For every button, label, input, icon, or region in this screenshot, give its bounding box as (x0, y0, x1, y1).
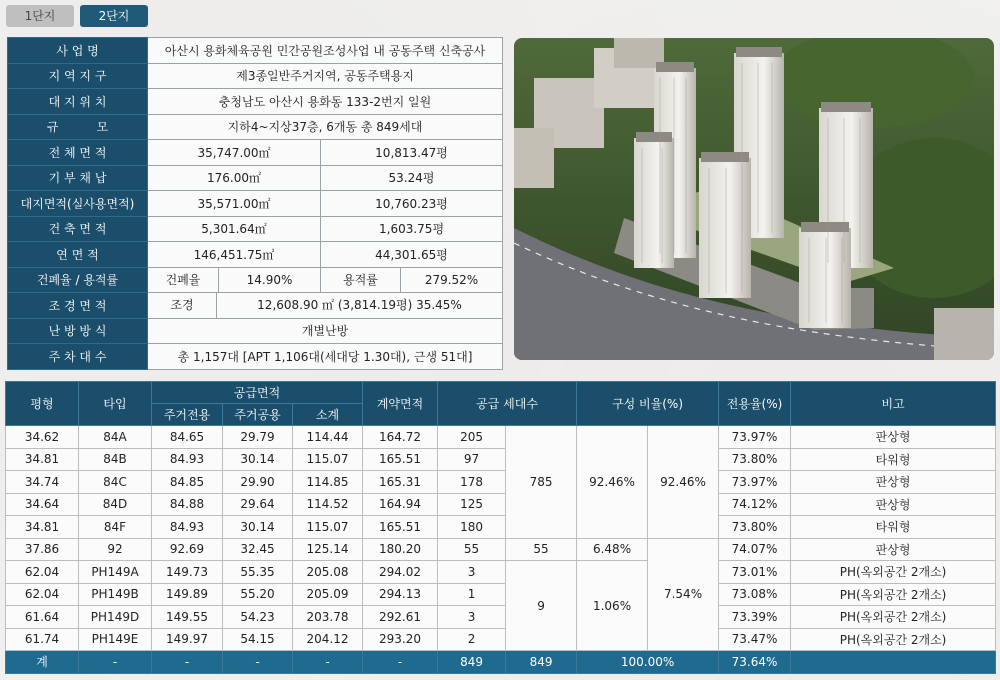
cell-common: 29.79 (223, 426, 293, 449)
total-label: 계 (6, 651, 79, 674)
floor-label: 연 면 적 (8, 242, 148, 268)
cell-common: 29.64 (223, 493, 293, 516)
complex-tabs (6, 5, 148, 27)
cell-note: PH(옥외공간 2개소) (791, 583, 996, 606)
cell-common: 32.45 (223, 538, 293, 561)
cell-pyeong: 34.64 (6, 493, 79, 516)
cell-households: 3 (438, 606, 506, 629)
info-row-ratio (8, 267, 503, 293)
site-label: 대 지 위 치 (8, 89, 148, 115)
cell-contract: 292.61 (363, 606, 438, 629)
cell-exclusive-rate: 73.39% (719, 606, 791, 629)
cell-residential: 92.69 (152, 538, 223, 561)
cell-residential: 84.88 (152, 493, 223, 516)
cell-contract: 294.02 (363, 561, 438, 584)
cell-common: 29.90 (223, 471, 293, 494)
project-label: 사 업 명 (8, 38, 148, 64)
info-row-donation (8, 165, 503, 191)
land-label: 대지면적(실사용면적) (8, 191, 148, 217)
far-label: 용적률 (321, 267, 401, 293)
cell-households: 2 (438, 628, 506, 651)
cell-pyeong: 62.04 (6, 561, 79, 584)
cell-group-84-ratio: 92.46% (577, 426, 648, 539)
total-row (6, 651, 996, 674)
cell-pyeong: 34.62 (6, 426, 79, 449)
cell-contract: 165.51 (363, 448, 438, 471)
cell-note: 판상형 (791, 493, 996, 516)
cell-note: PH(옥외공간 2개소) (791, 628, 996, 651)
total-count: 849 (506, 651, 577, 674)
scale-value: 지하4~지상37층, 6개동 총 849세대 (148, 114, 503, 140)
cell-contract: 164.94 (363, 493, 438, 516)
cell-note: 판상형 (791, 471, 996, 494)
cell-subtotal: 114.44 (293, 426, 363, 449)
building-py: 1,603.75평 (321, 216, 503, 242)
cell-households: 55 (438, 538, 506, 561)
tab-complex-2[interactable]: 2단지 (80, 5, 148, 27)
info-row-building (8, 216, 503, 242)
cell-pyeong: 61.74 (6, 628, 79, 651)
info-row-site (8, 89, 503, 115)
cell-subtotal: 125.14 (293, 538, 363, 561)
cell-type: PH149E (79, 628, 152, 651)
landscape-sub: 조경 (148, 293, 217, 318)
cell-type: PH149B (79, 583, 152, 606)
cell-note: 판상형 (791, 538, 996, 561)
cell-residential: 149.73 (152, 561, 223, 584)
total-area-label: 전 체 면 적 (8, 140, 148, 166)
cell-contract: 180.20 (363, 538, 438, 561)
table-row (6, 493, 996, 516)
cell-type: 92 (79, 538, 152, 561)
cell-exclusive-rate: 74.07% (719, 538, 791, 561)
cell-households: 125 (438, 493, 506, 516)
cell-common: 55.20 (223, 583, 293, 606)
cell-subtotal: 115.07 (293, 516, 363, 539)
parking-value: 총 1,157대 [APT 1,106대(세대당 1.30대), 근생 51대] (148, 344, 503, 370)
donation-m2: 176.00㎡ (148, 165, 321, 191)
landscape-label: 조 경 면 적 (8, 293, 148, 319)
cell-exclusive-rate: 73.80% (719, 448, 791, 471)
col-households: 공급 세대수 (438, 382, 577, 426)
total-area-m2: 35,747.00㎡ (148, 140, 321, 166)
cell-type: 84A (79, 426, 152, 449)
cell-exclusive-rate: 73.97% (719, 426, 791, 449)
heating-value: 개별난방 (148, 318, 503, 344)
bcr-cell (148, 267, 321, 293)
cell-residential: 149.89 (152, 583, 223, 606)
cell-type: PH149D (79, 606, 152, 629)
floor-m2: 146,451.75㎡ (148, 242, 321, 268)
building-label: 건 축 면 적 (8, 216, 148, 242)
cell-type: PH149A (79, 561, 152, 584)
cell-pyeong: 62.04 (6, 583, 79, 606)
landscape-cell (148, 293, 503, 319)
heating-label: 난 방 방 식 (8, 318, 148, 344)
cell-residential: 149.55 (152, 606, 223, 629)
total-ratio: 100.00% (577, 651, 719, 674)
info-row-land (8, 191, 503, 217)
cell-exclusive-rate: 74.12% (719, 493, 791, 516)
cell-pyeong: 34.81 (6, 448, 79, 471)
col-common: 주거공용 (223, 404, 293, 426)
info-row-zone (8, 63, 503, 89)
cell-common: 54.15 (223, 628, 293, 651)
cell-common: 30.14 (223, 448, 293, 471)
cell-subtotal: 205.09 (293, 583, 363, 606)
table-row (6, 516, 996, 539)
cell-common: 54.23 (223, 606, 293, 629)
info-row-parking (8, 344, 503, 370)
cell-subtotal: 204.12 (293, 628, 363, 651)
cell-exclusive-rate: 73.80% (719, 516, 791, 539)
cell-group-ph-count: 9 (506, 561, 577, 651)
col-note: 비고 (791, 382, 996, 426)
scale-label: 규 모 (8, 114, 148, 140)
cell-contract: 293.20 (363, 628, 438, 651)
table-row (6, 561, 996, 584)
cell-households: 3 (438, 561, 506, 584)
donation-label: 기 부 채 납 (8, 165, 148, 191)
cell-common: 30.14 (223, 516, 293, 539)
ratio-label: 건폐율 / 용적률 (8, 267, 148, 293)
zone-label: 지 역 지 구 (8, 63, 148, 89)
cell-pyeong: 61.64 (6, 606, 79, 629)
project-info-table (7, 37, 503, 370)
total-dash: - (223, 651, 293, 674)
info-row-heating (8, 318, 503, 344)
total-dash: - (152, 651, 223, 674)
cell-group-84-count: 785 (506, 426, 577, 539)
total-exclusive-rate: 73.64% (719, 651, 791, 674)
aerial-illustration (514, 38, 994, 360)
col-pyeong: 평형 (6, 382, 79, 426)
cell-households: 1 (438, 583, 506, 606)
cell-note: PH(옥외공간 2개소) (791, 561, 996, 584)
cell-subtotal: 115.07 (293, 448, 363, 471)
landscape-value: 12,608.90 ㎡ (3,814.19평) 35.45% (257, 298, 462, 312)
cell-exclusive-rate: 73.01% (719, 561, 791, 584)
cell-subtotal: 114.52 (293, 493, 363, 516)
cell-type: 84C (79, 471, 152, 494)
cell-note: PH(옥외공간 2개소) (791, 606, 996, 629)
info-row-landscape (8, 293, 503, 319)
cell-subtotal: 205.08 (293, 561, 363, 584)
parking-label: 주 차 대 수 (8, 344, 148, 370)
cell-households: 178 (438, 471, 506, 494)
cell-households: 97 (438, 448, 506, 471)
cell-pyeong: 34.81 (6, 516, 79, 539)
cell-group-ph-ratio: 1.06% (577, 561, 648, 651)
complex-aerial-photo (514, 38, 994, 360)
cell-pyeong: 37.86 (6, 538, 79, 561)
col-subtotal: 소계 (293, 404, 363, 426)
cell-residential: 149.97 (152, 628, 223, 651)
cell-note: 판상형 (791, 426, 996, 449)
total-dash: - (363, 651, 438, 674)
project-value: 아산시 용화체육공원 민간공원조성사업 내 공동주택 신축공사 (148, 38, 503, 64)
info-row-floor (8, 242, 503, 268)
cell-exclusive-rate: 73.97% (719, 471, 791, 494)
cell-subtotal: 203.78 (293, 606, 363, 629)
cell-residential: 84.93 (152, 516, 223, 539)
cell-residential: 84.93 (152, 448, 223, 471)
total-area-py: 10,813.47평 (321, 140, 503, 166)
supply-header-row-1 (6, 382, 996, 404)
table-row (6, 583, 996, 606)
donation-py: 53.24평 (321, 165, 503, 191)
col-contract: 계약면적 (363, 382, 438, 426)
bcr-value: 14.90% (246, 272, 293, 287)
cell-type: 84D (79, 493, 152, 516)
cell-households: 205 (438, 426, 506, 449)
cell-type: 84F (79, 516, 152, 539)
supply-table (5, 381, 996, 674)
cell-exclusive-rate: 73.08% (719, 583, 791, 606)
cell-group-84-ratio-total: 92.46% (648, 426, 719, 539)
total-households: 849 (438, 651, 506, 674)
cell-households: 180 (438, 516, 506, 539)
total-dash: - (293, 651, 363, 674)
table-row (6, 448, 996, 471)
far-value: 279.52% (401, 267, 503, 293)
cell-pyeong: 34.74 (6, 471, 79, 494)
cell-note: 타워형 (791, 448, 996, 471)
cell-residential: 84.85 (152, 471, 223, 494)
cell-residential: 84.65 (152, 426, 223, 449)
cell-group-92-ratio: 6.48% (577, 538, 648, 561)
tab-complex-1[interactable]: 1단지 (6, 5, 74, 27)
zone-value: 제3종일반주거지역, 공동주택용지 (148, 63, 503, 89)
col-type: 타입 (79, 382, 152, 426)
table-row (6, 538, 996, 561)
cell-contract: 165.31 (363, 471, 438, 494)
col-residential: 주거전용 (152, 404, 223, 426)
table-row (6, 426, 996, 449)
table-row (6, 606, 996, 629)
cell-common: 55.35 (223, 561, 293, 584)
col-supply-area: 공급면적 (152, 382, 363, 404)
cell-contract: 165.51 (363, 516, 438, 539)
total-dash: - (79, 651, 152, 674)
cell-exclusive-rate: 73.47% (719, 628, 791, 651)
building-m2: 5,301.64㎡ (148, 216, 321, 242)
cell-contract: 294.13 (363, 583, 438, 606)
col-exclusive-rate: 전용율(%) (719, 382, 791, 426)
info-row-scale (8, 114, 503, 140)
table-row (6, 628, 996, 651)
info-row-total-area (8, 140, 503, 166)
cell-type: 84B (79, 448, 152, 471)
site-value: 충청남도 아산시 용화동 133-2번지 일원 (148, 89, 503, 115)
cell-note: 타워형 (791, 516, 996, 539)
bcr-label: 건폐율 (148, 268, 219, 293)
info-row-project (8, 38, 503, 64)
col-ratio: 구성 비율(%) (577, 382, 719, 426)
table-row (6, 471, 996, 494)
cell-contract: 164.72 (363, 426, 438, 449)
total-note (791, 651, 996, 674)
cell-group-92-count: 55 (506, 538, 577, 561)
floor-py: 44,301.65평 (321, 242, 503, 268)
cell-subtotal: 114.85 (293, 471, 363, 494)
land-py: 10,760.23평 (321, 191, 503, 217)
cell-group-merged-ratio: 7.54% (648, 538, 719, 651)
land-m2: 35,571.00㎡ (148, 191, 321, 217)
